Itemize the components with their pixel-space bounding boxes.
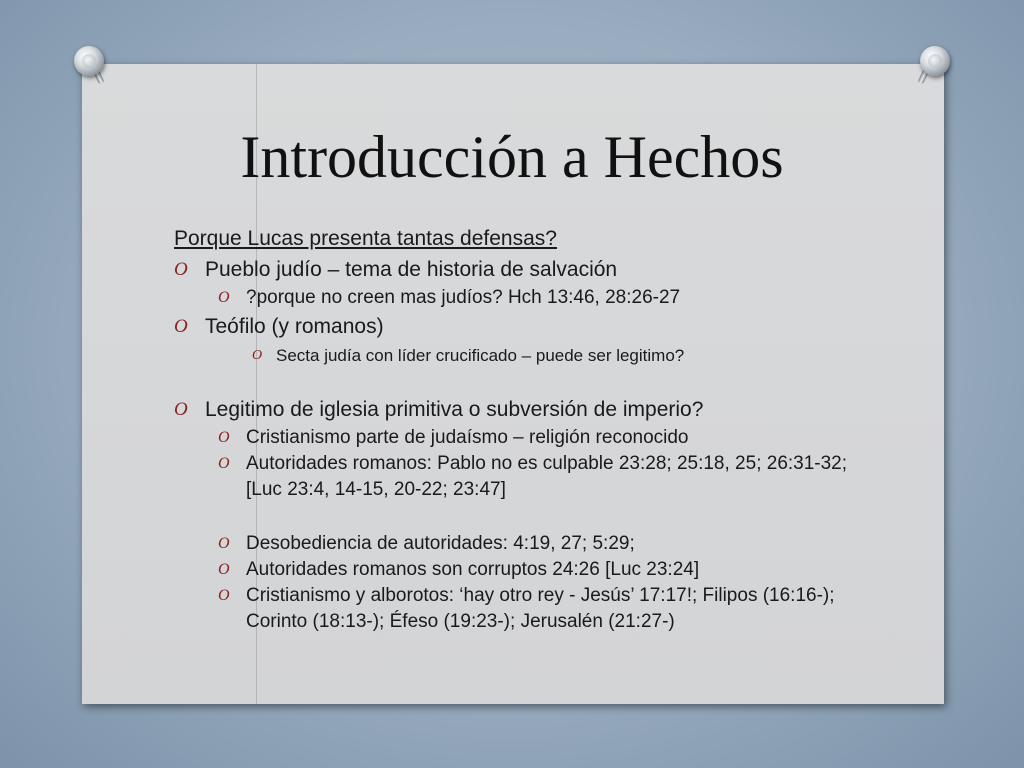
bullet-text: Secta judía con líder crucificado – puede ser legitimo? (276, 346, 685, 365)
bullet-marker: O (218, 455, 230, 472)
bullet-text: Autoridades romanos: Pablo no es culpable 23:28; 25:18, 25; 26:31-32; [Luc 23:4, 14-15, 20-22; 23:47] (246, 453, 848, 500)
bullet-text: Autoridades romanos son corruptos 24:26 [Luc 23:24] (246, 559, 700, 580)
slide-title: Introducción a Hechos (240, 124, 784, 190)
bullet-marker: O (218, 429, 230, 446)
bullet-text: ?porque no creen mas judíos? Hch 13:46, 28:26-27 (246, 287, 681, 308)
bullet-marker: O (174, 259, 188, 280)
bullet-marker: O (218, 289, 230, 306)
bullet-item (174, 583, 854, 635)
spacer (174, 503, 854, 531)
bullet-item (174, 531, 854, 557)
slide-content (174, 224, 854, 635)
bullet-item (174, 557, 854, 583)
bullet-item (174, 425, 854, 451)
bullet-text: Teófilo (y romanos) (205, 315, 384, 338)
bullet-text: Cristianismo parte de judaísmo – religión reconocido (246, 427, 689, 448)
bullet-item (174, 285, 854, 311)
bullet-text: Cristianismo y alborotos: ‘hay otro rey - Jesús’ 17:17!; Filipos (16:16-); Corinto (18:13-); Éfeso (19:23-); Jerusalén (21:27-) (246, 585, 835, 632)
bullet-item (174, 394, 854, 425)
bullet-marker: O (174, 316, 188, 337)
pushpin-icon (74, 46, 104, 76)
bullet-marker: O (218, 561, 230, 578)
bullet-marker: O (218, 587, 230, 604)
bullet-item (174, 254, 854, 285)
bullet-text: Legitimo de iglesia primitiva o subversión de imperio? (205, 398, 704, 421)
bullet-item (174, 451, 854, 503)
bullet-text: Pueblo judío – tema de historia de salvación (205, 258, 618, 281)
pushpin-icon (920, 46, 950, 76)
bullet-marker: O (218, 535, 230, 552)
bullet-item (174, 311, 854, 342)
slide-heading: Porque Lucas presenta tantas defensas? (174, 227, 557, 250)
bullet-item (174, 342, 854, 370)
spacer (174, 370, 854, 394)
bullet-marker: O (174, 399, 188, 420)
bullet-text: Desobediencia de autoridades: 4:19, 27; 5:29; (246, 533, 635, 554)
bullet-marker: O (252, 348, 263, 363)
